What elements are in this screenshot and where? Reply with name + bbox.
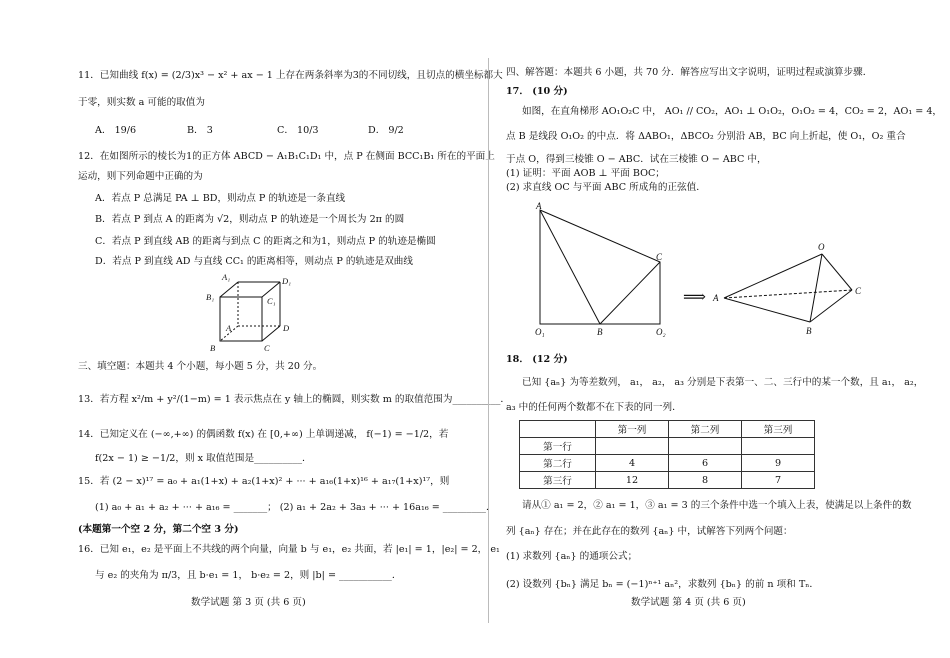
cube-label-d1: D₁ xyxy=(282,276,292,286)
q11-option-b: B． 3 xyxy=(187,125,213,136)
cube-label-b: B xyxy=(210,343,216,353)
q17-sub2: (2) 求直线 OC 与平面 ABC 所成角的正弦值． xyxy=(506,182,706,193)
q17-sub1: (1) 证明：平面 AOB ⊥ 平面 BOC； xyxy=(506,168,665,179)
table-cell: 4 xyxy=(596,455,669,472)
q18-line1: 已知 {aₙ} 为等差数列， a₁， a₂， a₃ 分别是下表第一、二、三行中的某一个数，且 a₁， a₂， xyxy=(522,377,924,388)
tet-label-a: A xyxy=(713,293,719,303)
fold-arrow: ⟹ xyxy=(683,287,706,306)
q15-line1: 15．若 (2 − x)¹⁷ = a₀ + a₁(1+x) + a₂(1+x)² + ··· + a₁₆(1+x)¹⁶ + a₁₇(1+x)¹⁷，则 xyxy=(78,476,450,487)
column-divider xyxy=(488,58,489,623)
cube-label-c: C xyxy=(264,343,270,353)
trap-label-c: C xyxy=(656,252,663,262)
q17-line1: 如图，在直角梯形 AO₁O₂C 中， AO₁ // CO₂，AO₁ ⊥ O₁O₂，O₁O₂ = 4，CO₂ = 2，AO₁ = 4， xyxy=(522,106,943,117)
right-footer: 数学试题 第 4 页 (共 6 页) xyxy=(631,597,746,608)
q14-line1: 14．已知定义在 (−∞,+∞) 的偶函数 f(x) 在 [0,+∞) 上单调递减， f(−1) = −1/2，若 xyxy=(78,429,449,440)
table-cell: 第一列 xyxy=(596,421,669,438)
trap-label-o1: O₁ xyxy=(535,327,545,337)
q16-line1: 16．已知 e₁，e₂ 是平面上不共线的两个向量，向量 b 与 e₁，e₂ 共面，若 |e₁| = 1，|e₂| = 2， e₁ xyxy=(78,544,500,555)
trap-label-a: A xyxy=(536,201,542,211)
table-cell: 第二行 xyxy=(520,455,596,472)
q16-line2: 与 e₂ 的夹角为 π/3，且 b·e₁ = 1， b·e₂ = 2，则 |b| = ___________． xyxy=(95,570,402,581)
table-row xyxy=(520,455,815,472)
section4-heading: 四、解答题：本题共 6 小题，共 70 分．解答应写出文字说明，证明过程或演算步骤． xyxy=(506,67,873,78)
table-cell: 7 xyxy=(742,472,815,489)
q18-table xyxy=(519,420,815,489)
table-cell xyxy=(520,421,596,438)
table-cell xyxy=(742,438,815,455)
left-footer: 数学试题 第 3 页 (共 6 页) xyxy=(191,597,306,608)
table-cell: 6 xyxy=(669,455,742,472)
tet-label-o: O xyxy=(818,242,825,252)
tetrahedron-figure xyxy=(710,240,870,340)
q11-line1: 11．已知曲线 f(x) = (2/3)x³ − x² + ax − 1 上存在两条斜率为3的不同切线，且切点的横坐标都大 xyxy=(78,70,503,81)
q18-heading: 18． (12 分) xyxy=(506,354,568,365)
trap-label-o2: O₂ xyxy=(656,327,666,337)
tet-label-c: C xyxy=(855,286,862,296)
trapezoid-figure xyxy=(530,200,680,340)
q12-option-d: D．若点 P 到直线 AD 与直线 CC₁ 的距离相等，则动点 P 的轨迹是双曲线 xyxy=(95,256,413,267)
table-cell: 第三列 xyxy=(742,421,815,438)
section3-heading: 三、填空题：本题共 4 个小题，每小题 5 分，共 20 分。 xyxy=(78,361,323,372)
table-cell: 9 xyxy=(742,455,815,472)
q11-option-d: D． 9/2 xyxy=(368,125,404,136)
q12-option-c: C．若点 P 到直线 AB 的距离与到点 C 的距离之和为1，则动点 P 的轨迹是椭圆 xyxy=(95,236,436,247)
q18-sub2: (2) 设数列 {bₙ} 满足 bₙ = (−1)ⁿ⁺¹ aₙ²，求数列 {bₙ} 的前 n 项和 Tₙ． xyxy=(506,579,819,590)
q12-line2: 运动，则下列命题中正确的为 xyxy=(78,171,203,182)
q15-line2: (1) a₀ + a₁ + a₂ + ··· + a₁₆ = _______； (2) a₁ + 2a₂ + 3a₃ + ··· + 16a₁₆ = _________． xyxy=(95,502,496,513)
q11-option-c: C． 10/3 xyxy=(277,125,319,136)
tet-label-b: B xyxy=(806,326,812,336)
table-cell xyxy=(596,438,669,455)
q17-line3: 于点 O，得到三棱锥 O − ABC．试在三棱锥 O − ABC 中， xyxy=(506,154,767,165)
q18-line3: 请从① a₁ = 2，② a₁ = 1，③ a₁ = 3 的三个条件中选一个填入上表，使满足以上条件的数 xyxy=(522,500,912,511)
table-cell: 第一行 xyxy=(520,438,596,455)
cube-label-d: D xyxy=(283,323,290,333)
q17-heading: 17． (10 分) xyxy=(506,86,568,97)
q12-option-a: A．若点 P 总满足 PA ⊥ BD，则动点 P 的轨迹是一条直线 xyxy=(95,193,346,204)
q18-line2: a₃ 中的任何两个数都不在下表的同一列． xyxy=(506,402,682,413)
q18-line4: 列 {aₙ} 存在；并在此存在的数列 {aₙ} 中，试解答下列两个问题： xyxy=(506,526,793,537)
q12-option-b: B．若点 P 到点 A 的距离为 √2，则动点 P 的轨迹是一个周长为 2π 的圆 xyxy=(95,214,405,225)
table-cell: 第二列 xyxy=(669,421,742,438)
cube-label-c1: C₁ xyxy=(267,296,276,306)
table-row xyxy=(520,472,815,489)
q12-line1: 12．在如图所示的棱长为1的正方体 ABCD − A₁B₁C₁D₁ 中，点 P 在侧面 BCC₁B₁ 所在的平面上 xyxy=(78,151,495,162)
table-cell xyxy=(669,438,742,455)
table-cell: 12 xyxy=(596,472,669,489)
table-header-row xyxy=(520,421,815,438)
table-cell: 第三行 xyxy=(520,472,596,489)
cube-label-a1: A₁ xyxy=(222,272,231,282)
q17-line2: 点 B 是线段 O₁O₂ 的中点．将 ΔABO₁，ΔBCO₂ 分别沿 AB，BC 向上折起，使 O₁，O₂ 重合 xyxy=(506,131,906,142)
q13-text: 13．若方程 x²/m + y²/(1−m) = 1 表示焦点在 y 轴上的椭圆，则实数 m 的取值范围为__________． xyxy=(78,394,511,405)
cube-figure xyxy=(200,272,300,354)
table-cell: 8 xyxy=(669,472,742,489)
q11-option-a: A． 19/6 xyxy=(95,125,137,136)
q15-note: (本题第一个空 2 分，第二个空 3 分) xyxy=(78,524,239,535)
table-row xyxy=(520,438,815,455)
q11-line2: 于零，则实数 a 可能的取值为 xyxy=(78,97,205,108)
cube-label-b1: B₁ xyxy=(206,292,215,302)
q14-line2: f(2x − 1) ≥ −1/2，则 x 取值范围是__________． xyxy=(95,453,312,464)
q18-sub1: (1) 求数列 {aₙ} 的通项公式； xyxy=(506,551,638,562)
cube-label-a: A xyxy=(226,323,232,333)
trap-label-b: B xyxy=(597,327,603,337)
